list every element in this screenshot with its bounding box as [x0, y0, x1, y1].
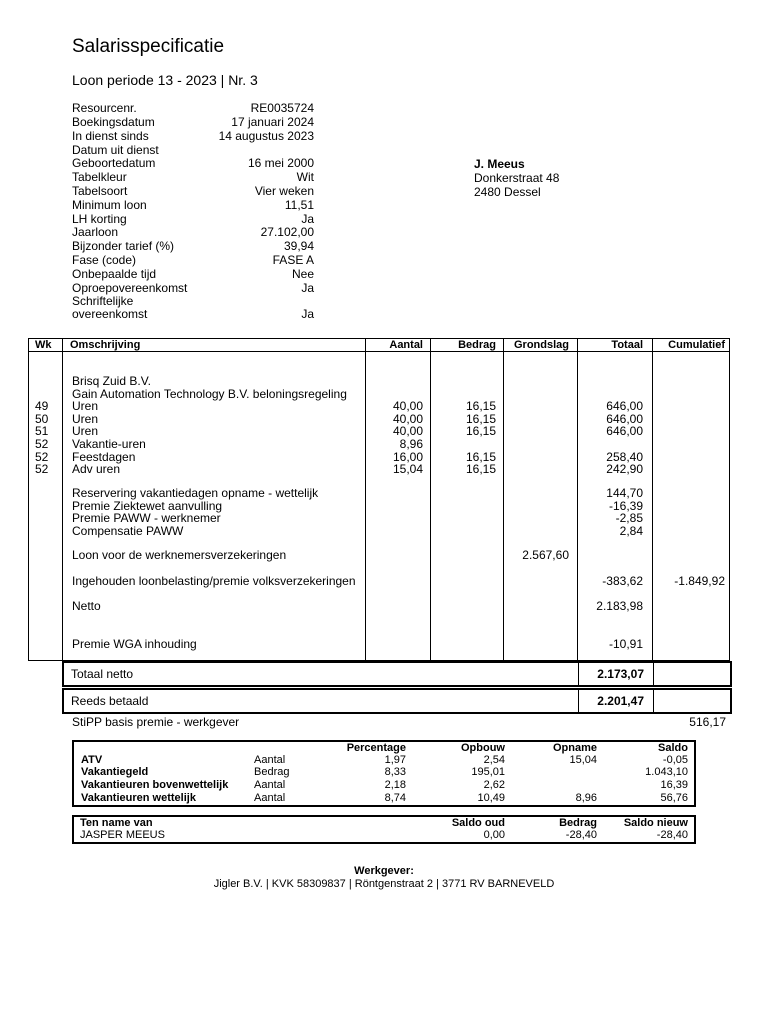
- werkgever-title: Werkgever:: [354, 865, 414, 877]
- leave-name: Vakantieuren wettelijk: [81, 792, 196, 804]
- header-opbouw: Opbouw: [461, 742, 505, 754]
- cell-omschrijving: Uren: [72, 412, 99, 426]
- leave-opname: 8,96: [575, 792, 597, 804]
- info-value: Vier weken: [254, 184, 314, 198]
- leave-percentage: 1,97: [384, 754, 406, 766]
- employee-city: 2480 Dessel: [474, 185, 541, 199]
- column-divider: [62, 338, 63, 661]
- leave-unit: Aantal: [254, 754, 286, 766]
- cell-totaal: -2,85: [615, 511, 643, 525]
- reeds-betaald-row: [62, 688, 732, 714]
- leave-opbouw: 2,62: [483, 779, 505, 791]
- info-row-resourcenr: [72, 102, 314, 116]
- cell-totaal: 258,40: [606, 450, 643, 464]
- leave-saldo: 56,76: [660, 792, 688, 804]
- cell-wk: 52: [35, 450, 49, 464]
- leave-row-vakantiegeld: [72, 766, 696, 778]
- cell-totaal: -383,62: [602, 574, 643, 588]
- saldo-ten-name-van: JASPER MEEUS: [80, 829, 165, 841]
- stipp-value: 516,17: [689, 715, 726, 729]
- period-subtitle: Loon periode 13 - 2023 | Nr. 3: [72, 72, 258, 88]
- cell-bedrag: 16,15: [465, 462, 496, 476]
- info-row-tabelkleur: [72, 171, 314, 185]
- leave-opbouw: 195,01: [471, 766, 505, 778]
- cell-bedrag: 16,15: [465, 450, 496, 464]
- cell-wk: 50: [35, 412, 49, 426]
- cell-totaal: 646,00: [606, 399, 643, 413]
- employee-name: J. Meeus: [474, 157, 525, 171]
- leave-opbouw: 2,54: [483, 754, 505, 766]
- werkgever-details: Jigler B.V. | KVK 58309837 | Röntgenstraat 2 | 3771 RV BARNEVELD: [213, 878, 555, 890]
- header-totaal: Totaal: [611, 339, 643, 351]
- saldo-nieuw: -28,40: [656, 829, 688, 841]
- cell-omschrijving: Ingehouden loonbelasting/premie volksverzekeringen: [72, 574, 356, 588]
- cell-cumulatief: -1.849,92: [674, 574, 725, 588]
- saldo-oud: 0,00: [483, 829, 505, 841]
- cell-aantal: 16,00: [392, 450, 423, 464]
- info-row-tabelsoort: [72, 185, 314, 199]
- info-label: Onbepaalde tijd: [72, 266, 157, 281]
- leave-percentage: 8,74: [384, 792, 406, 804]
- header-bedrag: Bedrag: [458, 339, 496, 351]
- info-row-bijzonder-tarief: [72, 240, 314, 254]
- info-value: Ja: [301, 211, 314, 226]
- leave-name: ATV: [81, 754, 103, 766]
- header-bedrag: Bedrag: [559, 817, 597, 829]
- info-row-in-dienst-sinds: [72, 130, 314, 144]
- leave-name: Vakantiegeld: [81, 766, 149, 778]
- cell-omschrijving: Feestdagen: [72, 450, 136, 464]
- totaal-netto-value: 2.173,07: [597, 667, 644, 681]
- cell-aantal: 40,00: [392, 399, 423, 413]
- leave-row-atv: [72, 754, 696, 766]
- totaal-netto-label: Totaal netto: [71, 667, 134, 681]
- header-omschrijving: Omschrijving: [70, 339, 141, 351]
- info-row-schriftelijke-overeenkomst: [72, 295, 314, 323]
- column-divider: [653, 663, 654, 685]
- info-row-boekingsdatum: [72, 116, 314, 130]
- cell-wk: 52: [35, 437, 49, 451]
- cell-aantal: 40,00: [392, 424, 423, 438]
- header-saldo-oud: Saldo oud: [451, 817, 505, 829]
- saldo-bedrag: -28,40: [565, 829, 597, 841]
- info-label: Fase (code): [72, 253, 137, 267]
- leave-unit: Aantal: [254, 779, 286, 791]
- info-row-jaarloon: [72, 226, 314, 240]
- leave-row-wettelijk: [72, 792, 696, 804]
- info-row-geboortedatum: [72, 157, 314, 171]
- header-saldo: Saldo: [658, 742, 688, 754]
- info-label: Bijzonder tarief (%): [72, 239, 175, 253]
- info-label: Jaarloon: [72, 225, 119, 239]
- info-value: Nee: [291, 266, 314, 281]
- info-value: 17 januari 2024: [231, 115, 314, 129]
- table-header-divider: [28, 351, 730, 352]
- info-value: FASE A: [272, 253, 314, 267]
- leave-opbouw: 10,49: [477, 792, 505, 804]
- leave-saldo: 1.043,10: [645, 766, 688, 778]
- cell-wk: 52: [35, 462, 49, 476]
- cell-omschrijving: Gain Automation Technology B.V. beloningsregeling: [72, 387, 347, 401]
- cell-bedrag: 16,15: [465, 399, 496, 413]
- cell-totaal: 2,84: [619, 524, 643, 538]
- cell-bedrag: 16,15: [465, 424, 496, 438]
- info-label: Minimum loon: [72, 197, 147, 212]
- cell-omschrijving: Netto: [72, 599, 101, 613]
- cell-aantal: 15,04: [392, 462, 423, 476]
- info-value: RE0035724: [250, 101, 314, 115]
- info-value: Ja: [301, 307, 314, 321]
- leave-percentage: 8,33: [384, 766, 406, 778]
- column-divider: [578, 663, 579, 685]
- header-grondslag: Grondslag: [513, 339, 569, 351]
- leave-percentage: 2,18: [384, 779, 406, 791]
- leave-row-bovenwettelijk: [72, 779, 696, 791]
- column-divider: [652, 338, 653, 661]
- cell-omschrijving: Premie WGA inhouding: [72, 637, 197, 651]
- cell-totaal: 242,90: [606, 462, 643, 476]
- info-label: Tabelkleur: [72, 170, 127, 184]
- leave-saldo: -0,05: [662, 754, 688, 766]
- cell-omschrijving: Premie PAWW - werknemer: [72, 511, 221, 525]
- column-divider: [430, 338, 431, 661]
- info-label: Oproepovereenkomst: [72, 280, 188, 295]
- info-label: Datum uit dienst: [72, 142, 159, 157]
- cell-omschrijving: Brisq Zuid B.V.: [72, 374, 151, 388]
- cell-omschrijving: Loon voor de werknemersverzekeringen: [72, 548, 287, 562]
- cell-aantal: 40,00: [392, 412, 423, 426]
- cell-totaal: 646,00: [606, 412, 643, 426]
- header-wk: Wk: [35, 339, 52, 351]
- reeds-betaald-label: Reeds betaald: [71, 694, 149, 708]
- leave-unit: Aantal: [254, 792, 286, 804]
- header-saldo-nieuw: Saldo nieuw: [623, 817, 688, 829]
- cell-omschrijving: Reservering vakantiedagen opname - wettelijk: [72, 486, 319, 500]
- totaal-netto-row: [62, 661, 732, 687]
- column-divider: [365, 338, 366, 661]
- info-value: Wit: [296, 170, 314, 184]
- reeds-betaald-value: 2.201,47: [597, 694, 644, 708]
- cell-bedrag: 16,15: [465, 412, 496, 426]
- cell-omschrijving: Premie Ziektewet aanvulling: [72, 499, 223, 513]
- info-value: 16 mei 2000: [247, 156, 314, 170]
- info-value: 11,51: [284, 197, 314, 212]
- info-label: Geboortedatum: [72, 156, 156, 170]
- cell-omschrijving: Adv uren: [72, 462, 121, 476]
- info-value: Ja: [301, 280, 314, 295]
- info-label: In dienst sinds: [72, 129, 149, 143]
- cell-wk: 51: [35, 424, 49, 438]
- cell-totaal: 646,00: [606, 424, 643, 438]
- stipp-label: StiPP basis premie - werkgever: [72, 715, 240, 729]
- info-row-onbepaalde-tijd: [72, 268, 314, 282]
- employee-street: Donkerstraat 48: [474, 171, 560, 185]
- column-divider: [653, 690, 654, 712]
- header-opname: Opname: [552, 742, 597, 754]
- cell-totaal: 144,70: [606, 486, 643, 500]
- cell-omschrijving: Uren: [72, 399, 99, 413]
- cell-totaal: -10,91: [608, 637, 643, 651]
- info-label: Resourcenr.: [72, 101, 137, 115]
- column-divider: [503, 338, 504, 661]
- cell-omschrijving: Compensatie PAWW: [72, 524, 184, 538]
- cell-omschrijving: Vakantie-uren: [72, 437, 146, 451]
- page-title: Salarisspecificatie: [72, 36, 225, 57]
- info-value: 39,94: [283, 239, 314, 253]
- leave-unit: Bedrag: [254, 766, 290, 778]
- info-value: 14 augustus 2023: [218, 129, 314, 143]
- header-percentage: Percentage: [346, 742, 406, 754]
- leave-opname: 15,04: [569, 754, 597, 766]
- cell-aantal: 8,96: [399, 437, 423, 451]
- info-row-minimum-loon: [72, 199, 314, 213]
- header-ten-name-van: Ten name van: [80, 817, 153, 829]
- leave-saldo: 16,39: [660, 779, 688, 791]
- header-cumulatief: Cumulatief: [668, 339, 725, 351]
- cell-totaal: 2.183,98: [596, 599, 643, 613]
- leave-name: Vakantieuren bovenwettelijk: [81, 779, 229, 791]
- header-aantal: Aantal: [389, 339, 423, 351]
- info-label: Tabelsoort: [72, 184, 128, 198]
- column-divider: [578, 690, 579, 712]
- info-label: Boekingsdatum: [72, 115, 155, 129]
- info-label: LH korting: [72, 211, 127, 226]
- cell-wk: 49: [35, 399, 49, 413]
- cell-omschrijving: Uren: [72, 424, 99, 438]
- cell-totaal: -16,39: [608, 499, 643, 513]
- info-label: Schriftelijke overeenkomst: [72, 294, 148, 321]
- info-value: 27.102,00: [260, 225, 314, 239]
- cell-grondslag: 2.567,60: [522, 548, 569, 562]
- info-row-fase-code: [72, 254, 314, 268]
